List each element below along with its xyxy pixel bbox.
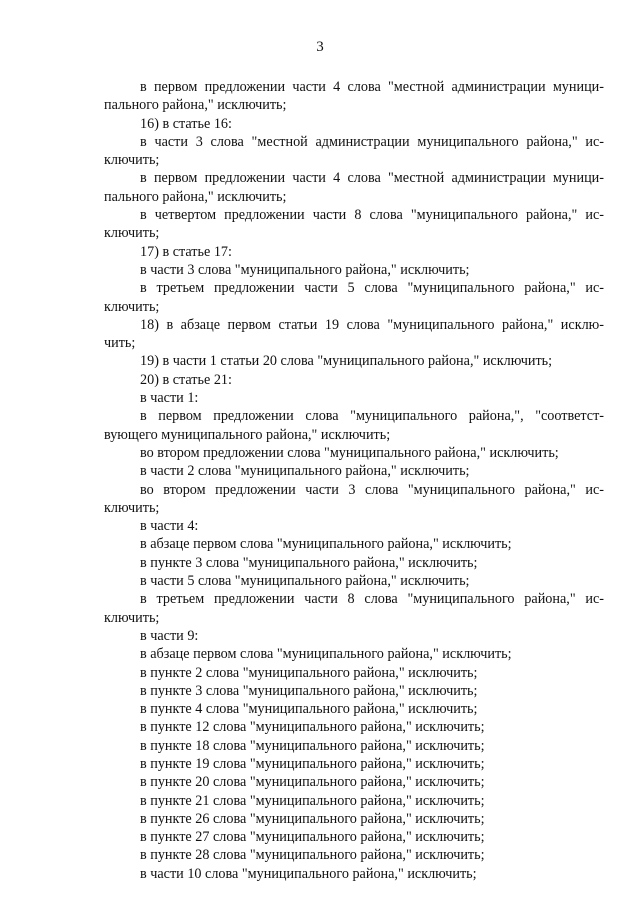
- text-line: в части 2 слова "муниципального района," исключить;: [140, 463, 470, 480]
- text-line: в первом предложении слова "муниципального района,", "соответст-: [140, 408, 604, 425]
- text-line: в пункте 26 слова "муниципального района," исключить;: [140, 810, 485, 827]
- text-line: ключить;: [104, 499, 160, 516]
- text-line: 17) в статье 17:: [140, 243, 232, 260]
- text-line: пального района," исключить;: [104, 97, 287, 114]
- text-line: 20) в статье 21:: [140, 371, 232, 388]
- text-line: пального района," исключить;: [104, 188, 287, 205]
- text-line: в пункте 20 слова "муниципального района," исключить;: [140, 774, 485, 791]
- text-line: в пункте 2 слова "муниципального района," исключить;: [140, 664, 478, 681]
- text-line: в третьем предложении части 8 слова "муниципального района," ис-: [140, 591, 604, 608]
- text-line: 16) в статье 16:: [140, 115, 232, 132]
- text-line: в пункте 28 слова "муниципального района," исключить;: [140, 847, 485, 864]
- text-line: в четвертом предложении части 8 слова "муниципального района," ис-: [140, 207, 604, 224]
- text-line: в первом предложении части 4 слова "местной администрации муници-: [140, 170, 604, 187]
- document-body: [104, 78, 604, 883]
- text-line: в части 3 слова "местной администрации муниципального района," ис-: [140, 133, 604, 150]
- text-line: в части 4:: [140, 518, 199, 535]
- text-line: в части 3 слова "муниципального района," исключить;: [140, 261, 470, 278]
- text-line: ключить;: [104, 225, 160, 242]
- text-line: чить;: [104, 335, 136, 352]
- text-line: в пункте 19 слова "муниципального района," исключить;: [140, 755, 485, 772]
- text-line: в пункте 12 слова "муниципального района," исключить;: [140, 719, 485, 736]
- text-line: в части 1:: [140, 390, 199, 407]
- text-line: в части 9:: [140, 627, 199, 644]
- text-line: ключить;: [104, 609, 160, 626]
- text-line: вующего муниципального района," исключить;: [104, 426, 391, 443]
- text-line: в пункте 27 слова "муниципального района," исключить;: [140, 829, 485, 846]
- text-line: в третьем предложении части 5 слова "муниципального района," ис-: [140, 280, 604, 297]
- text-line: ключить;: [104, 152, 160, 169]
- text-line: в пункте 21 слова "муниципального района," исключить;: [140, 792, 485, 809]
- text-line: в пункте 18 слова "муниципального района," исключить;: [140, 737, 485, 754]
- text-line: в части 10 слова "муниципального района," исключить;: [140, 865, 477, 882]
- page-number: 3: [316, 39, 324, 55]
- text-line: во втором предложении части 3 слова "муниципального района," ис-: [140, 481, 604, 498]
- text-line: в абзаце первом слова "муниципального района," исключить;: [140, 646, 512, 663]
- text-line: ключить;: [104, 298, 160, 315]
- text-line: 18) в абзаце первом статьи 19 слова "муниципального района," исклю-: [140, 316, 604, 333]
- text-line: в пункте 3 слова "муниципального района," исключить;: [140, 554, 478, 571]
- text-line: в абзаце первом слова "муниципального района," исключить;: [140, 536, 512, 553]
- text-line: в первом предложении части 4 слова "местной администрации муници-: [140, 79, 604, 95]
- text-line: во втором предложении слова "муниципального района," исключить;: [140, 444, 559, 461]
- text-line: в пункте 4 слова "муниципального района," исключить;: [140, 701, 478, 718]
- text-line: 19) в части 1 статьи 20 слова "муниципального района," исключить;: [140, 353, 553, 370]
- text-line: в части 5 слова "муниципального района," исключить;: [140, 573, 470, 590]
- text-line: в пункте 3 слова "муниципального района," исключить;: [140, 682, 478, 699]
